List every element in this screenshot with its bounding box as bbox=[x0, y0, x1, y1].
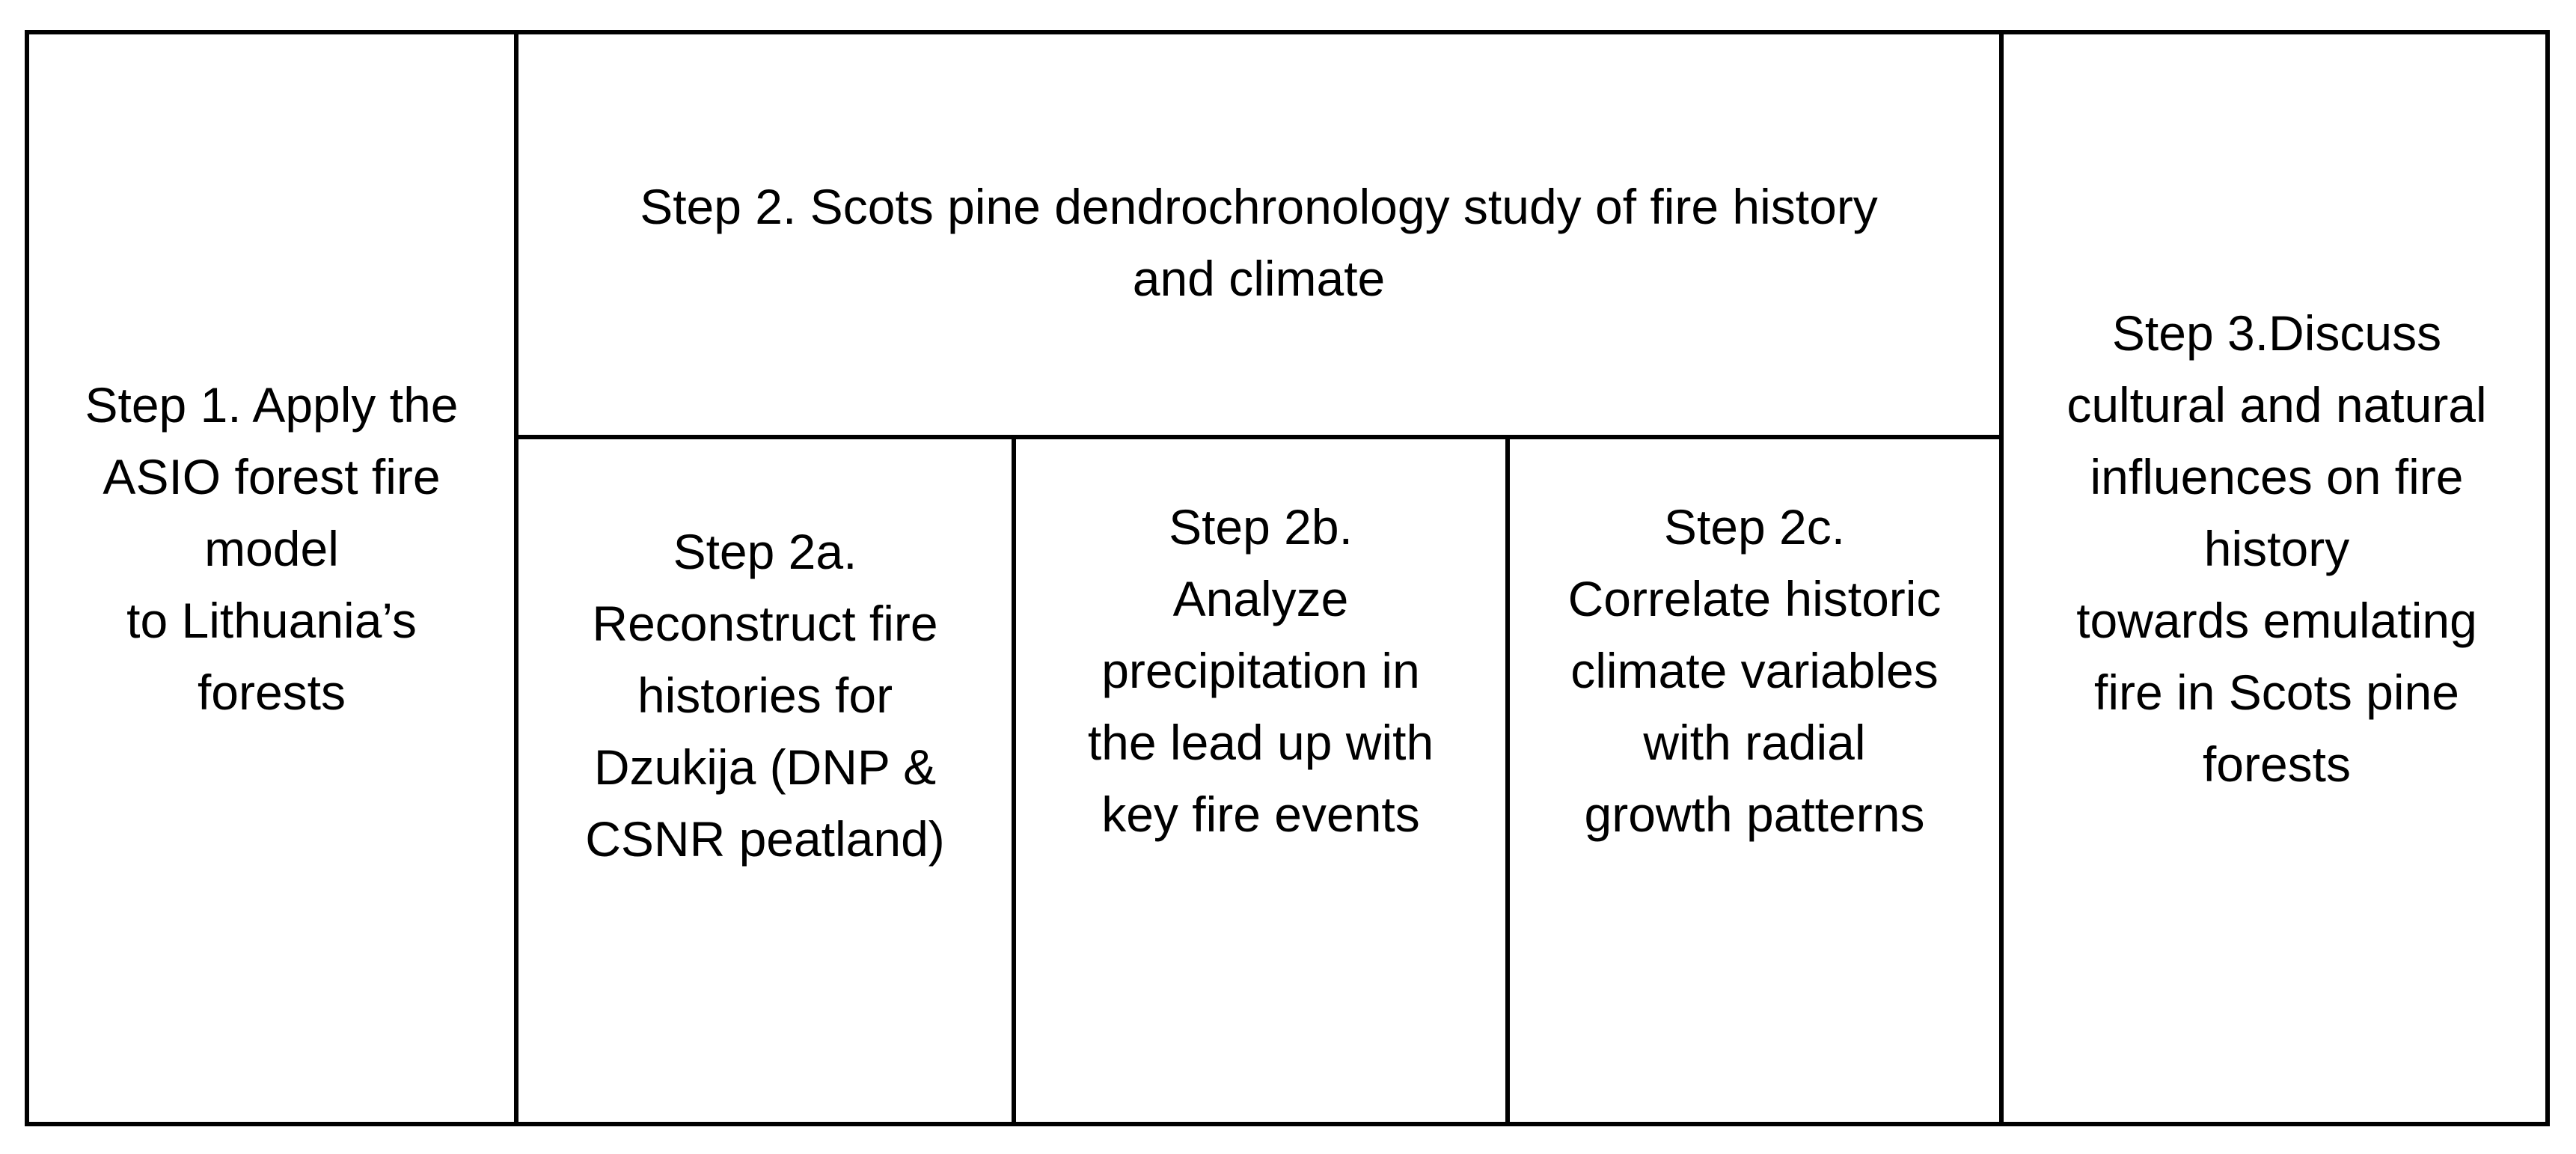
step2b-text: Step 2b. Analyze precipitation in the lead up with key fire events bbox=[1087, 499, 1434, 842]
step2c-cell bbox=[1510, 439, 1999, 1122]
step2a-text: Step 2a. Reconstruct fire histories for Dzukija (DNP & CSNR peatland) bbox=[585, 524, 945, 867]
step2-header-cell bbox=[518, 34, 1999, 435]
step2b-cell bbox=[1016, 439, 1505, 1122]
step2c-text: Step 2c. Correlate historic climate variables with radial growth patterns bbox=[1567, 499, 1942, 842]
step3-text: Step 3.Discuss cultural and natural influences on fire history towards emulating fire in Scots pine forests bbox=[2066, 305, 2487, 792]
step2-text: Step 2. Scots pine dendrochronology study of fire history and climate bbox=[640, 178, 1878, 306]
step2a-cell bbox=[518, 439, 1012, 1122]
workflow-diagram bbox=[25, 30, 2550, 1126]
step3-cell bbox=[2004, 34, 2550, 1122]
step1-text: Step 1. Apply the ASIO forest fire model to Lithuania’s forests bbox=[85, 376, 459, 720]
step1-cell bbox=[29, 34, 514, 1122]
